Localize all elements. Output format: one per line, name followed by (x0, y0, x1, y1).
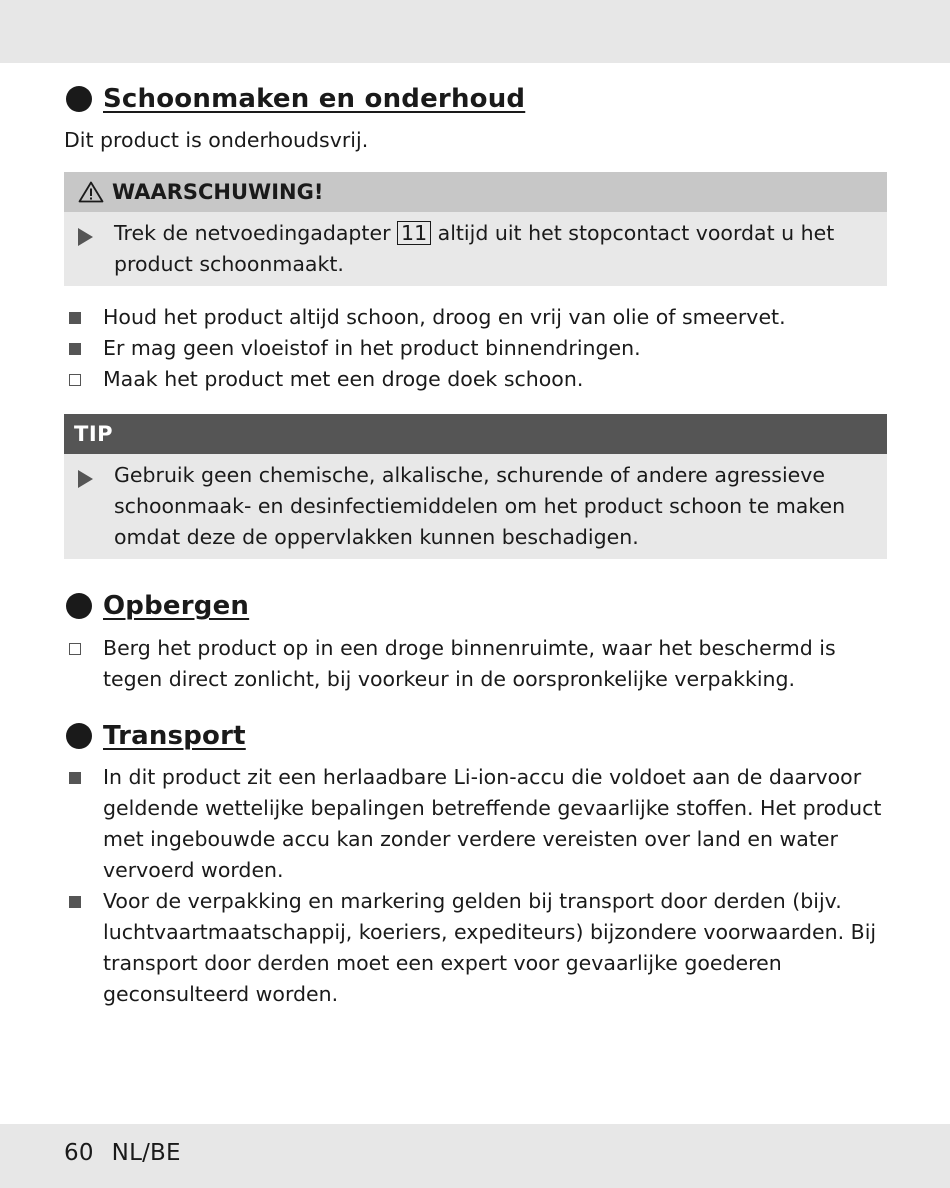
warning-text-after-ref: altijd uit het stopcontact voordat u het product schoonmaakt. (114, 221, 835, 276)
section-heading-cleaning (66, 84, 525, 114)
warning-title: WAARSCHUWING! (112, 180, 324, 204)
list-item (64, 302, 894, 333)
cleaning-list (64, 302, 894, 395)
tip-row (64, 454, 887, 559)
empty-square-bullet-icon (69, 643, 81, 655)
filled-square-bullet-icon (69, 772, 81, 784)
tip-header (64, 414, 887, 454)
arrow-right-icon (78, 470, 93, 488)
storage-list (64, 633, 894, 695)
list-item (64, 333, 894, 364)
section-title: Opbergen (103, 591, 250, 621)
filled-square-bullet-icon (69, 312, 81, 324)
section-heading-transport (66, 721, 246, 751)
page-footer (64, 1140, 181, 1166)
language-code: NL/BE (111, 1140, 181, 1166)
list-item-text: Houd het product altijd schoon, droog en vrij van olie of smeervet. (103, 305, 786, 329)
empty-square-bullet-icon (69, 374, 81, 386)
transport-list (64, 762, 894, 1010)
section-bullet-icon (66, 86, 92, 112)
list-item (64, 364, 894, 395)
warning-box (64, 172, 887, 286)
list-item (64, 762, 894, 886)
filled-square-bullet-icon (69, 343, 81, 355)
section-title: Schoonmaken en onderhoud (103, 84, 526, 114)
tip-title: TIP (74, 422, 114, 446)
page-header-band (0, 0, 950, 63)
warning-row (64, 212, 887, 286)
list-item-text: Er mag geen vloeistof in het product binnendringen. (103, 336, 641, 360)
section-title: Transport (103, 721, 246, 751)
tip-text: Gebruik geen chemische, alkalische, schurende of andere agressieve schoonmaak- en desinfectiemiddelen om het product schoon te maken omdat deze de oppervlakken kunnen beschadigen. (114, 463, 846, 549)
warning-triangle-icon (78, 181, 104, 203)
section-bullet-icon (66, 593, 92, 619)
filled-square-bullet-icon (69, 896, 81, 908)
section-heading-storage (66, 591, 249, 621)
page-number: 60 (64, 1140, 94, 1166)
section-bullet-icon (66, 723, 92, 749)
list-item (64, 886, 894, 1010)
tip-box (64, 414, 887, 559)
arrow-right-icon (78, 228, 93, 246)
warning-text-before-ref: Trek de netvoedingadapter (114, 221, 398, 245)
intro-text: Dit product is onderhoudsvrij. (64, 128, 369, 152)
warning-header (64, 172, 887, 212)
component-ref-box: 11 (397, 221, 431, 245)
list-item-text: Maak het product met een droge doek schoon. (103, 367, 584, 391)
list-item-text: Voor de verpakking en markering gelden bij transport door derden (bijv. luchtvaartmaatschappij, koeriers, expediteurs) bijzondere voorwaarden. Bij transport door derden moet een expert voor gevaarlijke goederen geconsulteerd worden. (103, 889, 877, 1006)
list-item (64, 633, 894, 695)
list-item-text: In dit product zit een herlaadbare Li-ion-accu die voldoet aan de daarvoor geldende wettelijke bepalingen betreffende gevaarlijke stoffen. Het product met ingebouwde accu kan zonder verdere vereisten over land en water vervoerd worden. (103, 765, 882, 882)
list-item-text: Berg het product op in een droge binnenruimte, waar het beschermd is tegen direct zonlicht, bij voorkeur in de oorspronkelijke verpakking. (103, 636, 836, 691)
